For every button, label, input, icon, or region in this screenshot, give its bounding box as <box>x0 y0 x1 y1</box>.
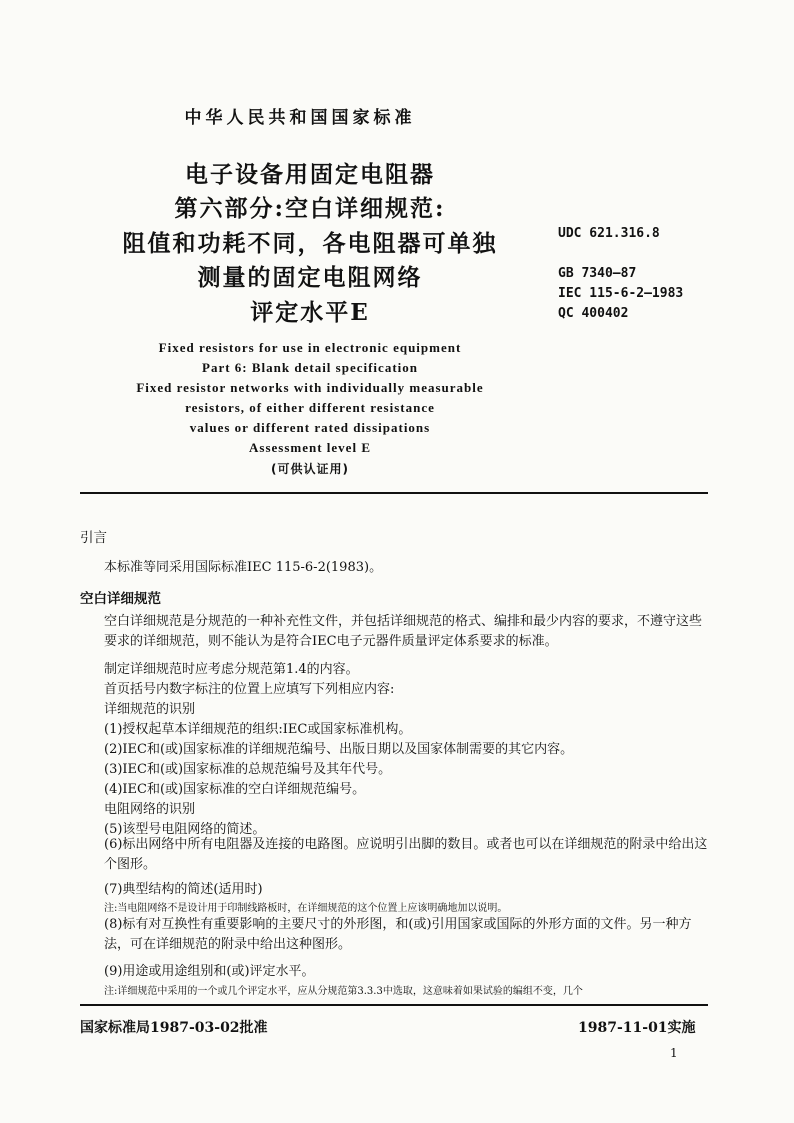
certification-note: (可供认证用) <box>271 462 349 476</box>
list-item-3: (3)IEC和(或)国家标准的总规范编号及其年代号。 <box>104 762 392 777</box>
list-item-1: (1)授权起草本详细规范的组织:IEC或国家标准机构。 <box>104 722 412 737</box>
id-network-line: 电阻网络的识别 <box>104 802 196 817</box>
gb-code: GB 7340—87 <box>558 266 637 281</box>
title-cn-line-3: 阻值和功耗不同，各电阻器可单独 <box>122 230 498 257</box>
iec-code: IEC 115-6-2—1983 <box>558 286 684 301</box>
intro-text: 本标准等同采用国际标准IEC 115-6-2(1983)。 <box>104 560 383 575</box>
udc-code: UDC 621.316.8 <box>558 226 660 241</box>
list-item-7: (7)典型结构的简述(适用时) <box>104 882 263 897</box>
effective-date: 1987-11-01实施 <box>578 1020 696 1036</box>
title-en-line-4: resistors, of either different resistance <box>185 400 435 415</box>
intro-heading: 引言 <box>80 530 107 546</box>
title-cn-line-5: 评定水平E <box>250 299 370 326</box>
list-item-8: (8)标有对互换性有重要影响的主要尺寸的外形图，和(或)引用国家或国际的外形方面的文件。另一种方法，可在详细规范的附录中给出这种图形。 <box>104 917 692 952</box>
id-spec-line: 详细规范的识别 <box>104 702 196 717</box>
header-divider <box>80 492 708 494</box>
title-en-line-2: Part 6: Blank detail specification <box>202 360 418 375</box>
list-item-8-block <box>80 915 708 955</box>
qc-code: QC 400402 <box>558 306 629 321</box>
title-cn-line-4: 测量的固定电阻网络 <box>197 264 423 291</box>
list-item-2: (2)IEC和(或)国家标准的详细规范编号、出版日期以及国家体制需要的其它内容。 <box>104 742 574 757</box>
blank-spec-paragraph-text: 空白详细规范是分规范的一种补充性文件，并包括详细规范的格式、编排和最少内容的要求，不遵守这些要求的详细规范，则不能认为是符合IEC电子元器件质量评定体系要求的标准。 <box>104 614 703 649</box>
national-standard-header: 中华人民共和国国家标准 <box>184 108 416 128</box>
blank-spec-heading: 空白详细规范 <box>80 591 161 607</box>
title-cn-line-1: 电子设备用固定电阻器 <box>185 161 435 188</box>
blank-spec-paragraph <box>80 612 708 652</box>
list-item-4: (4)IEC和(或)国家标准的空白详细规范编号。 <box>104 782 366 797</box>
page-number: 1 <box>670 1046 678 1060</box>
title-en-line-3: Fixed resistor networks with individually measurable <box>136 380 484 395</box>
list-item-9: (9)用途或用途组别和(或)评定水平。 <box>104 964 315 979</box>
title-cn-line-2: 第六部分:空白详细规范: <box>174 195 446 222</box>
approval-date: 国家标准局1987-03-02批准 <box>80 1020 268 1036</box>
title-en-line-1: Fixed resistors for use in electronic equipment <box>158 340 462 355</box>
note-2: 注:详细规范中采用的一个或几个评定水平，应从分规范第3.3.3中选取，这意味着如果试验的编组不变，几个 <box>104 986 583 997</box>
list-item-5: (5)该型号电阻网络的简述。 <box>104 822 266 837</box>
footer-divider <box>80 1004 708 1006</box>
title-en-line-5: values or different rated dissipations <box>189 420 431 435</box>
prepare-line: 制定详细规范时应考虑分规范第1.4的内容。 <box>104 662 359 677</box>
note-1: 注:当电阻网络不是设计用于印制线路板时，在详细规范的这个位置上应该明确地加以说明。 <box>104 903 508 914</box>
bracket-line: 首页括号内数字标注的位置上应填写下列相应内容: <box>104 682 395 697</box>
list-item-6-block <box>80 835 708 875</box>
list-item-6: (6)标出网络中所有电阻器及连接的电路图。应说明引出脚的数目。或者也可以在详细规范的附录中给出这个图形。 <box>104 837 708 872</box>
title-en-line-6: Assessment level E <box>249 440 371 455</box>
